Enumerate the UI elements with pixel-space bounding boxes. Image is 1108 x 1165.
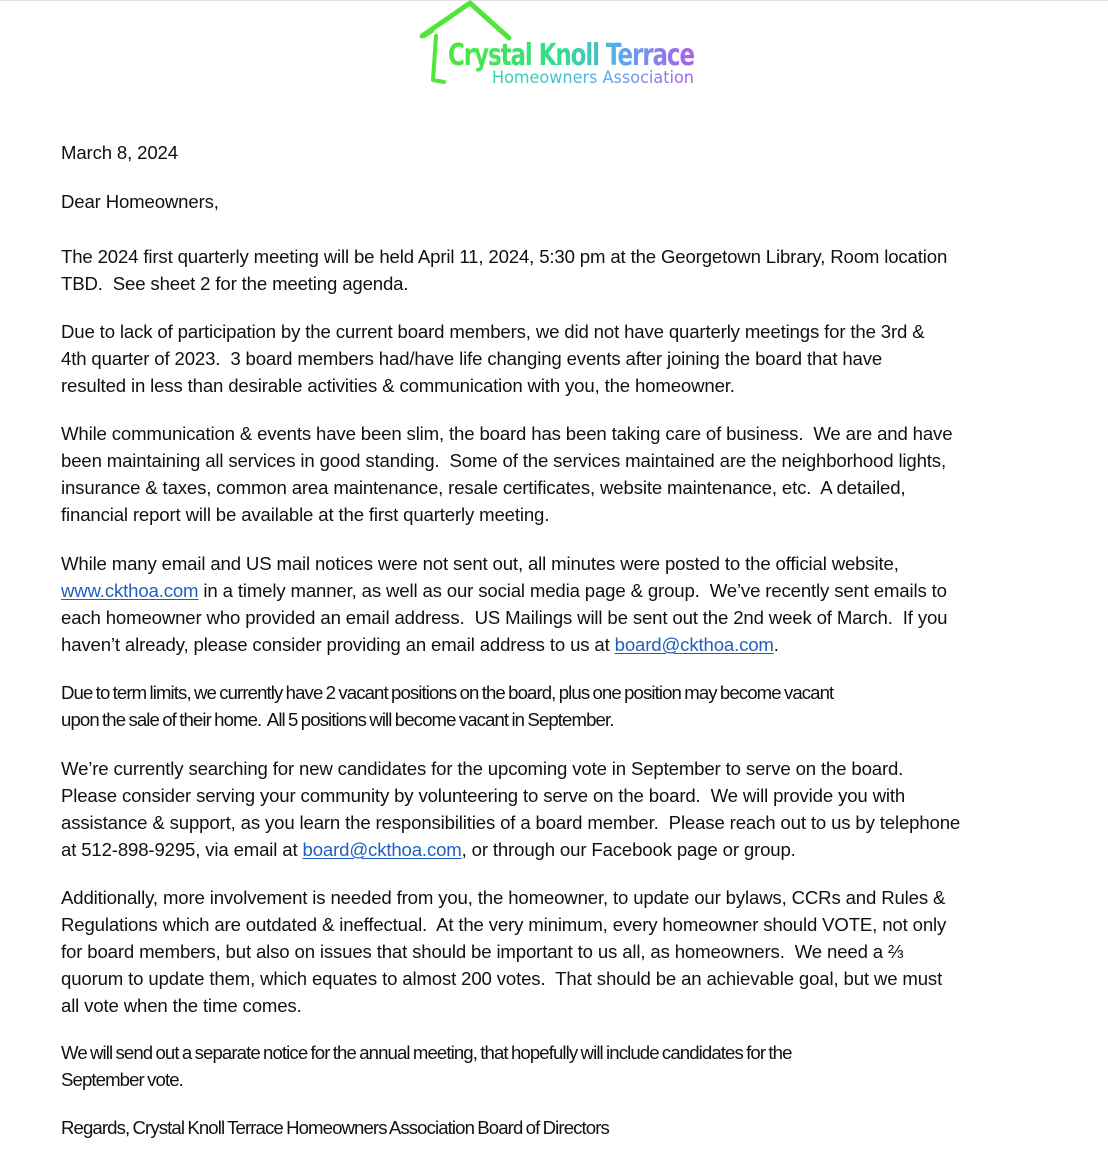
paragraph-text: at 512-898-9295, via email at xyxy=(61,839,303,860)
letter-date: March 8, 2024 xyxy=(61,142,178,163)
board-email-link[interactable]: board@ckthoa.com xyxy=(614,634,774,655)
paragraph-line: each homeowner who provided an email address. US Mailings will be sent out the 2nd week of March. If you xyxy=(61,607,948,628)
paragraph-line: The 2024 first quarterly meeting will be held April 11, 2024, 5:30 pm at the Georgetown Library, Room location xyxy=(61,246,948,267)
paragraph-line xyxy=(61,631,947,658)
paragraph-line: resulted in less than desirable activities & communication with you, the homeowner. xyxy=(61,375,735,396)
paragraph-line: Due to lack of participation by the current board members, we did not have quarterly meetings for the 3rd & xyxy=(61,321,925,342)
paragraph-meeting xyxy=(61,243,947,297)
paragraph-text: , or through our Facebook page or group. xyxy=(461,839,796,860)
paragraph-line: assistance & support, as you learn the responsibilities of a board member. Please reach out to us by telephone xyxy=(61,812,961,833)
paragraph-line: Additionally, more involvement is needed from you, the homeowner, to update our bylaws, CCRs and Rules & xyxy=(61,887,946,908)
paragraph-line: While communication & events have been slim, the board has been taking care of business. We are and have xyxy=(61,423,953,444)
paragraph-services xyxy=(61,420,952,528)
paragraph-line: for board members, but also on issues that should be important to us all, as homeowners. We need a ⅔ xyxy=(61,941,904,962)
paragraph-text: . xyxy=(773,634,779,655)
paragraph-line: all vote when the time comes. xyxy=(61,995,302,1016)
paragraph-line: insurance & taxes, common area maintenance, resale certificates, website maintenance, etc. A detailed, xyxy=(61,477,906,498)
paragraph-line: 4th quarter of 2023. 3 board members had/have life changing events after joining the board that have xyxy=(61,348,883,369)
logo-name-text: Crystal Knoll Terrace xyxy=(448,38,695,73)
paragraph-line: Due to term limits, we currently have 2 vacant positions on the board, plus one position may become vacant xyxy=(61,682,834,703)
house-roof-icon xyxy=(414,0,704,92)
paragraph-participation xyxy=(61,318,924,399)
paragraph-line: been maintaining all services in good standing. Some of the services maintained are the neighborhood lights, xyxy=(61,450,946,471)
paragraph-line: We’re currently searching for new candidates for the upcoming vote in September to serve on the board. xyxy=(61,758,904,779)
closing-signature: Regards, Crystal Knoll Terrace Homeowners Association Board of Directors xyxy=(61,1117,609,1138)
paragraph-line: Regulations which are outdated & ineffectual. At the very minimum, every homeowner should VOTE, not only xyxy=(61,914,947,935)
logo-subtitle-text: Homeowners Association xyxy=(492,68,694,88)
paragraph-line: September vote. xyxy=(61,1069,183,1090)
paragraph-text: in a timely manner, as well as our social media page & group. We’ve recently sent emails to xyxy=(198,580,947,601)
paragraph-vacancies xyxy=(61,679,833,733)
salutation: Dear Homeowners, xyxy=(61,191,219,212)
paragraph-involvement xyxy=(61,884,946,1019)
paragraph-candidates xyxy=(61,755,960,863)
paragraph-line: upon the sale of their home. All 5 positions will become vacant in September. xyxy=(61,709,614,730)
paragraph-line: TBD. See sheet 2 for the meeting agenda. xyxy=(61,273,409,294)
paragraph-text: haven’t already, please consider providing an email address to us at xyxy=(61,634,615,655)
paragraph-line: While many email and US mail notices were not sent out, all minutes were posted to the official website, xyxy=(61,553,899,574)
paragraph-line: financial report will be available at the first quarterly meeting. xyxy=(61,504,550,525)
paragraph-notices xyxy=(61,550,947,658)
paragraph-annual-meeting xyxy=(61,1039,792,1093)
paragraph-line: We will send out a separate notice for the annual meeting, that hopefully will include candidates for the xyxy=(61,1042,792,1063)
website-link[interactable]: www.ckthoa.com xyxy=(61,580,199,601)
paragraph-line: quorum to update them, which equates to almost 200 votes. That should be an achievable goal, but we must xyxy=(61,968,943,989)
paragraph-line xyxy=(61,836,960,863)
paragraph-line xyxy=(61,577,947,604)
hoa-logo xyxy=(414,0,704,92)
paragraph-line: Please consider serving your community by volunteering to serve on the board. We will provide you with xyxy=(61,785,906,806)
board-email-link[interactable]: board@ckthoa.com xyxy=(302,839,462,860)
